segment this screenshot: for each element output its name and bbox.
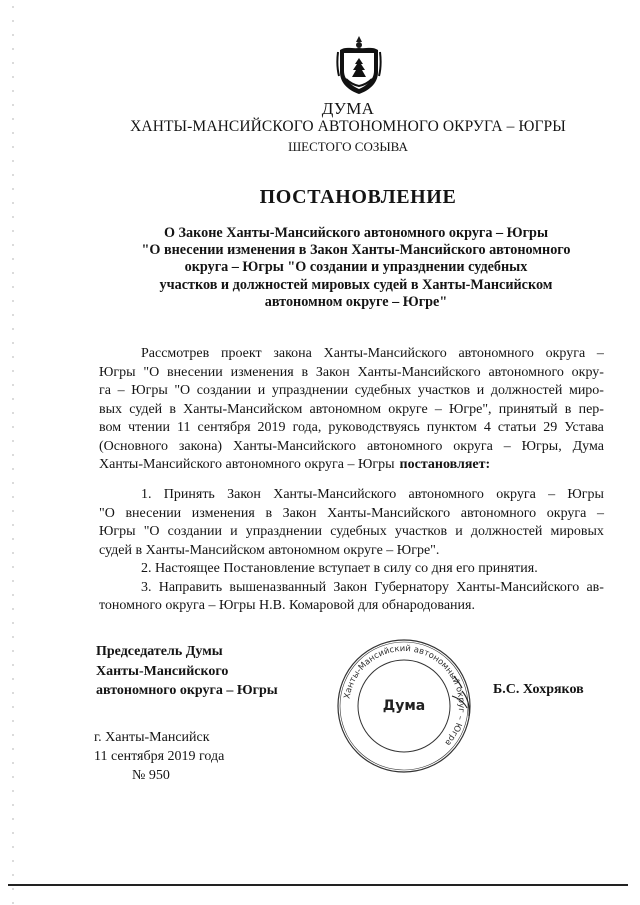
word: Югры, — [521, 438, 562, 454]
position-line: Председатель Думы — [96, 644, 223, 659]
word: вых — [99, 401, 123, 417]
preamble-line — [99, 345, 604, 364]
word: – — [548, 487, 556, 502]
convocation: ШЕСТОГО СОЗЫВА — [288, 139, 408, 154]
word: участков — [394, 524, 448, 539]
word: автономном — [309, 401, 382, 417]
word: пер- — [578, 401, 604, 417]
word: вышеназванный — [229, 579, 327, 595]
word: изменения — [230, 364, 294, 380]
word: изменения — [191, 505, 255, 521]
word: – — [117, 383, 125, 398]
word: округа — [496, 487, 536, 502]
word: создании — [196, 383, 252, 398]
subject-line: "О внесении изменения в Закон Ханты-Мансийского автономного — [141, 242, 571, 259]
word: ав- — [586, 579, 604, 595]
word: автономного — [366, 438, 443, 454]
point-1-line — [99, 505, 604, 524]
word: статьи — [497, 420, 537, 435]
word: Ханты-Мансийского — [357, 364, 481, 380]
word: пунктом — [426, 420, 477, 435]
word: создании — [167, 524, 222, 539]
word: судебных — [354, 383, 412, 398]
word: "О — [174, 383, 191, 398]
preamble-line — [99, 456, 604, 475]
word: автономного — [488, 364, 564, 380]
word: округе — [388, 401, 428, 417]
resolution-subject — [96, 225, 616, 311]
word: принятый — [498, 401, 558, 417]
word: Закон — [333, 579, 368, 595]
word: округа — [453, 438, 493, 454]
word: автономного — [458, 346, 534, 361]
word: автономного — [408, 487, 484, 502]
word: Принять — [163, 487, 215, 502]
signatory-name: Б.С. Хохряков — [493, 682, 584, 697]
point-1-line — [99, 486, 604, 505]
word: – — [503, 438, 511, 454]
word: Югре", — [448, 401, 492, 417]
document-number: № 950 — [132, 768, 170, 783]
word: судебных — [330, 524, 387, 539]
word: в — [564, 401, 572, 417]
word: в — [169, 401, 176, 417]
signatory-position — [96, 642, 278, 701]
word: Югры — [99, 524, 136, 539]
word: в — [301, 364, 309, 380]
duma-title: ДУМА — [321, 99, 375, 118]
word: Ханты-Мансийском — [183, 401, 303, 417]
document-type-title: ПОСТАНОВЛЕНИЕ — [259, 186, 457, 208]
preamble-last-text: Ханты-Мансийского автономного округа – Югры — [99, 457, 395, 472]
word: округа — [546, 505, 587, 521]
word: 1. — [141, 487, 152, 502]
subject-line: округа – Югры "О создании и упразднении судебных — [184, 259, 528, 276]
word: – — [434, 401, 442, 417]
place-date-number — [94, 728, 224, 785]
word: года, — [292, 420, 322, 435]
word: внесении — [167, 364, 223, 380]
word: окру- — [571, 364, 604, 380]
word: Югры — [567, 487, 604, 502]
word: должностей — [490, 383, 563, 398]
point-2-text: 2. Настоящее Постановление вступает в силу со дня его принятия. — [141, 561, 538, 576]
word: Дума — [572, 438, 604, 454]
word: 2019 — [257, 420, 286, 435]
word: Ханты-Мансийского — [233, 438, 357, 454]
word: Устава — [564, 420, 604, 435]
word: чтении — [128, 420, 170, 435]
word: в — [265, 505, 273, 521]
word: должностей — [470, 524, 543, 539]
bottom-scan-line — [8, 884, 628, 886]
word: и — [257, 383, 266, 398]
word: 29 — [543, 420, 558, 435]
word: участков — [417, 383, 471, 398]
subject-line: О Законе Ханты-Мансийского автономного округа – Югры — [163, 225, 549, 241]
word: сентября — [197, 420, 251, 435]
word: Направить — [158, 579, 223, 595]
point-2 — [99, 560, 604, 579]
word: га — [99, 383, 111, 398]
okrug-name: ХАНТЫ-МАНСИЙСКОГО АВТОНОМНОГО ОКРУГА – ЮГРЫ — [130, 118, 566, 135]
subject-line: автономном округе – Югре" — [264, 293, 448, 310]
word: "О — [143, 364, 160, 380]
word: Ханты-Мансийского — [456, 579, 580, 595]
preamble-line — [99, 364, 604, 383]
word: упразднении — [245, 524, 323, 539]
word: вом — [99, 420, 122, 435]
official-seal-stamp — [334, 636, 474, 776]
word: закона) — [178, 438, 223, 454]
word: проект — [220, 346, 262, 361]
word: мировых — [550, 524, 604, 539]
word: и — [230, 524, 238, 539]
place: г. Ханты-Мансийск — [94, 730, 210, 745]
word: Ханты-Мансийского — [323, 346, 447, 361]
word: судей — [129, 401, 163, 417]
preamble-line — [99, 419, 604, 438]
seal-center-text: Дума — [382, 698, 426, 714]
resolution-points — [99, 486, 604, 616]
word: Ханты-Мансийского — [327, 505, 451, 521]
word: 3. — [141, 579, 152, 595]
word: Губернатору — [374, 579, 449, 595]
subject-line: участков и должностей мировых судей в Ханты-Мансийском — [159, 276, 553, 293]
word: и — [476, 383, 485, 398]
preamble-line — [99, 438, 604, 457]
word: – — [596, 505, 604, 521]
word: внесении — [125, 505, 182, 521]
word: Югры — [99, 364, 136, 380]
date: 11 сентября 2019 года — [94, 749, 225, 764]
preamble-line — [99, 401, 604, 420]
point-1-line — [99, 523, 604, 542]
word: упразднении — [271, 383, 349, 398]
preamble-paragraph — [99, 345, 604, 475]
point-3-line — [99, 597, 604, 616]
word: "О — [99, 505, 115, 521]
word: Ханты-Мансийского — [273, 487, 397, 502]
word: 11 — [177, 420, 191, 435]
word: Югры — [131, 383, 168, 398]
word: – — [596, 346, 604, 361]
point-3-line — [99, 579, 604, 598]
word: миро- — [568, 383, 604, 398]
svg-text:Ханты-Мансийский автономный ок — [342, 644, 466, 748]
word: закона — [273, 346, 312, 361]
scan-margin-dots — [12, 0, 14, 905]
word: округа — [545, 346, 586, 361]
point-1-last-text: судей в Ханты-Мансийском автономном округе – Югре". — [99, 542, 440, 558]
word: автономного — [460, 505, 537, 521]
word: (Основного — [99, 438, 168, 454]
decision-word: постановляет: — [399, 457, 491, 472]
point-3-last-text: тономного округа – Югры Н.В. Комаровой для обнародования. — [99, 598, 475, 613]
word: Закон — [227, 487, 261, 502]
word: "О — [143, 524, 160, 539]
coat-of-arms-emblem — [336, 34, 382, 96]
word: Рассмотрев — [141, 346, 210, 361]
word: и — [455, 524, 463, 539]
word: 4 — [483, 420, 491, 435]
preamble-line — [99, 382, 604, 401]
seal-ring-text: Ханты-Мансийский автономный округ – Югра — [342, 643, 467, 748]
position-line: автономного округа – Югры — [96, 683, 278, 698]
position-line: Ханты-Мансийского — [96, 663, 229, 679]
point-1-line — [99, 542, 604, 561]
word: Закон — [315, 364, 350, 380]
word: руководствуясь — [328, 420, 420, 435]
word: Закон — [282, 505, 317, 521]
